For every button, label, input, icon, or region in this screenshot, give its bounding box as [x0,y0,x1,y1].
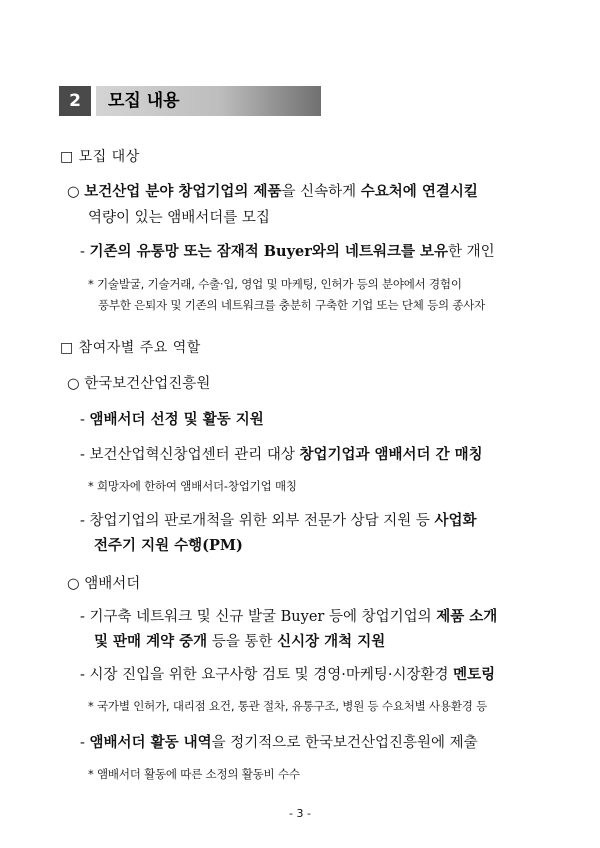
body-text: 등을 통한 [207,634,278,650]
bold-text: 제품 소개 [436,608,498,625]
dash-item-pm-cont: 전주기 지원 수행(PM) [94,537,243,554]
bold-text: 신시장 개척 지원 [277,633,386,650]
note-line: * 국가별 인허가, 대리점 요건, 통관 절차, 유통구조, 병원 등 수요처별 사용환경 등 [88,699,488,713]
note-line: * 앰배서더 활동에 따른 소정의 활동비 수수 [88,767,300,781]
dash-item-report [80,731,478,752]
bold-text: 사업화 [434,512,477,529]
dash-item-pm [80,509,477,530]
bold-text: 및 판매 계약 중개 [94,633,208,650]
body-text: 을 신속하게 [281,184,361,200]
bold-text: 수요처에 연결시킬 [360,183,478,200]
section-title: 모집 내용 [108,91,180,111]
dash-prefix: - [80,244,90,260]
dash-prefix: - [80,447,90,463]
body-text: 을 정기적으로 한국보건산업진흥원에 제출 [211,735,478,751]
bullet-item-recruit-cont: 역량이 있는 앰배서더를 모집 [88,210,270,226]
note-line: 풍부한 은퇴자 및 기존의 네트워크를 충분히 구축한 기업 또는 단체 등의 종사자 [98,298,486,312]
body-text: 보건산업혁신창업센터 관리 대상 [89,447,300,463]
section-title-bar [96,86,321,116]
dash-item-network [80,240,495,261]
bold-text: 기존의 유통망 또는 잠재적 Buyer와의 네트워크를 보유 [89,243,449,260]
body-text: 한 개인 [448,244,495,260]
section-number: 2 [59,86,91,116]
body-text: 기구축 네트워크 및 신규 발굴 Buyer 등에 창업기업의 [89,609,437,625]
dash-item-market [80,605,497,626]
section-header [59,86,321,116]
dash-prefix: - [80,412,90,428]
note-line: * 희망자에 한하여 앰배서더-창업기업 매칭 [88,479,297,493]
subsection-title-roles: □ 참여자별 주요 역할 [60,340,201,356]
bold-text: 앰배서더 선정 및 활동 지원 [89,411,264,428]
bullet-item-recruit [67,180,478,201]
dash-prefix: - [80,513,90,529]
group-title-ambassador: ○ 앰배서더 [67,576,141,592]
dash-item-selection [80,408,264,429]
dash-prefix: - [80,609,90,625]
bold-text: 창업기업과 앰배서더 간 매칭 [299,446,483,463]
bold-text: 앰배서더 활동 내역 [89,734,212,751]
body-text: 창업기업의 판로개척을 위한 외부 전문가 상담 지원 등 [89,513,435,529]
dash-item-market-cont [94,630,385,651]
dash-item-mentoring [80,663,495,684]
dash-prefix: - [80,667,90,683]
note-line: * 기술발굴, 기술거래, 수출·입, 영업 및 마케팅, 인허가 등의 분야에서 경험이 [88,277,462,291]
subsection-title-recruit-target: □ 모집 대상 [60,149,140,165]
bold-text: 멘토링 [453,666,496,683]
dash-item-matching [80,443,483,464]
page-number: - 3 - [289,807,311,820]
bold-text: 보건산업 분야 창업기업의 제품 [84,183,282,200]
body-text: 시장 진입을 위한 요구사항 검토 및 경영·마케팅·시장환경 [89,667,454,683]
dash-prefix: - [80,735,90,751]
bullet-prefix: ○ [67,184,85,200]
group-title-khidi: ○ 한국보건산업진흥원 [67,376,211,392]
